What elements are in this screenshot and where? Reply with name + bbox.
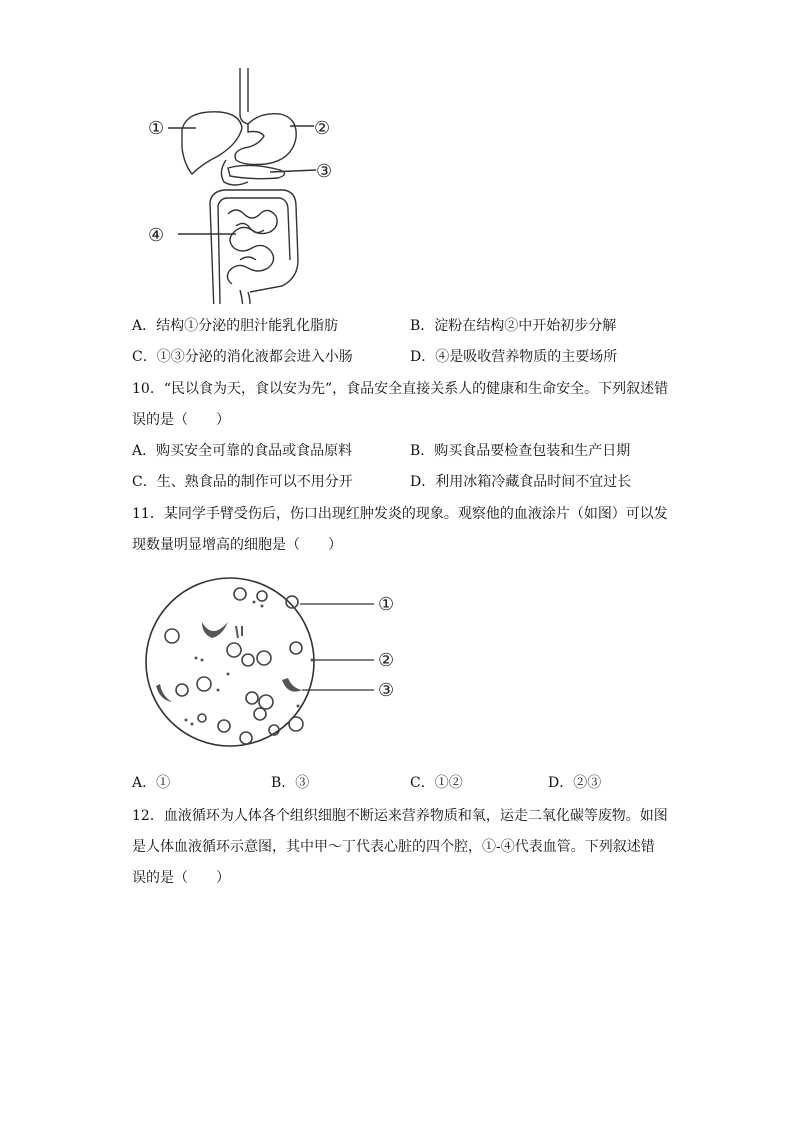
q10-stem-line2: 误的是（ ） <box>132 412 230 428</box>
blood-smear-figure <box>142 570 422 756</box>
q9-option-b: B．淀粉在结构②中开始初步分解 <box>410 318 617 334</box>
q12-stem-line3: 误的是（ ） <box>132 870 230 886</box>
q10-option-c: C．生、熟食品的制作可以不用分开 <box>132 474 353 490</box>
q12-stem-line2: 是人体血液循环示意图，其中甲～丁代表心脏的四个腔，①-④代表血管。下列叙述错 <box>132 839 655 855</box>
q9-option-c: C．①③分泌的消化液都会进入小肠 <box>132 349 353 365</box>
figure-label-3: ③ <box>316 161 333 182</box>
q10-option-b: B．购买食品要检查包装和生产日期 <box>410 443 631 459</box>
digestive-system-figure <box>140 64 380 304</box>
q11-stem-line2: 现数量明显增高的细胞是（ ） <box>132 537 342 553</box>
figure-label-4: ④ <box>148 225 165 246</box>
q11-option-b: B．③ <box>271 775 310 791</box>
smear-label-1: ① <box>378 594 395 615</box>
q10-option-d: D．利用冰箱冷藏食品时间不宜过长 <box>410 474 632 490</box>
q9-option-a: A．结构①分泌的胆汁能乳化脂肪 <box>132 318 339 334</box>
q11-option-c: C．①② <box>410 775 463 791</box>
smear-label-3: ③ <box>378 680 395 701</box>
q10-option-a: A．购买安全可靠的食品或食品原料 <box>132 443 353 459</box>
figure-label-1: ① <box>148 118 165 139</box>
q12-stem-line1: 12．血液循环为人体各个组织细胞不断运来营养物质和氧，运走二氧化碳等废物。如图 <box>132 808 668 824</box>
q9-option-d: D．④是吸收营养物质的主要场所 <box>410 349 618 365</box>
q10-stem-line1: 10．“民以食为天，食以安为先”，食品安全直接关系人的健康和生命安全。下列叙述错 <box>132 381 669 397</box>
figure-label-2: ② <box>314 118 331 139</box>
q11-stem-line1: 11．某同学手臂受伤后，伤口出现红肿发炎的现象。观察他的血液涂片（如图）可以发 <box>132 506 668 522</box>
smear-label-2: ② <box>378 650 395 671</box>
q11-option-d: D．②③ <box>548 775 602 791</box>
q11-option-a: A．① <box>132 775 171 791</box>
